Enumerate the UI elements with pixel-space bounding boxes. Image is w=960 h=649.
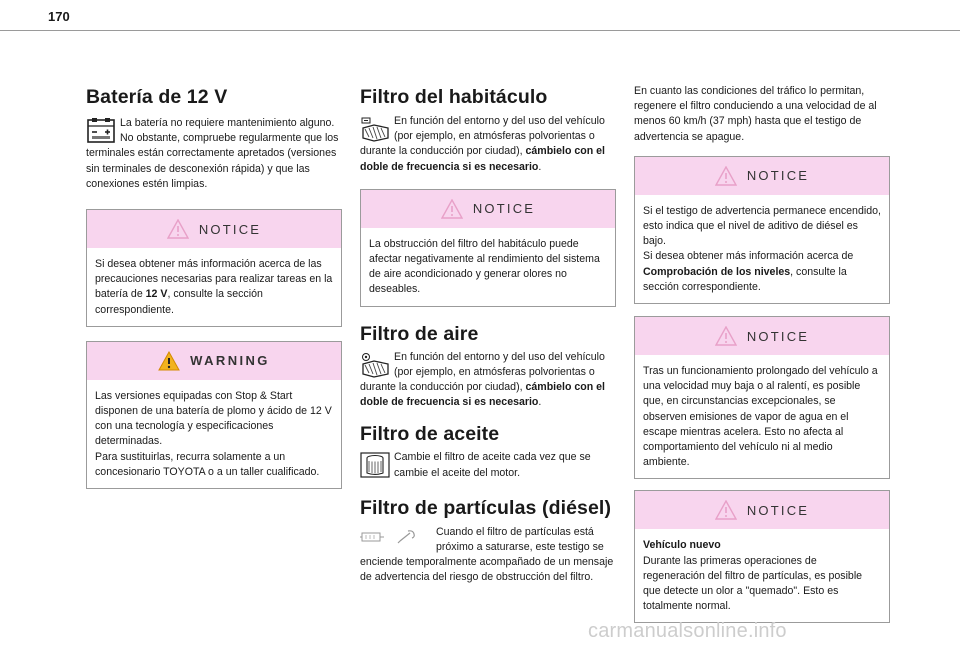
cabin-filter-notice-text: La obstrucción del filtro del habitáculo puede afectar negativamente al rendimiento del sistema de aire acondicionado y generar olores no deseables. (369, 237, 600, 296)
warning-header (87, 342, 341, 380)
battery-text: La batería no requiere mantenimiento alguno. No obstante, compruebe regularmente que los terminales están correctamente apretados (versiones sin terminales de desconexión rápida) y que las conexiones estén limpias. (86, 117, 339, 190)
notice-label: NOTICE (746, 168, 810, 184)
column-1 (86, 86, 342, 489)
battery-warning-text-1: Las versiones equipadas con Stop & Start disponen de una batería de plomo y ácido de 12 V con una tecnología y especificaciones determinadas. (95, 389, 332, 448)
additive-notice-text-2: Si desea obtener más información acerca de Comprobación de los niveles, consulte la sección correspondiente. (643, 250, 854, 293)
caution-triangle-icon (441, 199, 463, 219)
air-filter-icon (360, 352, 390, 378)
notice-header (635, 491, 889, 529)
battery-notice-box (86, 209, 342, 327)
oil-filter-heading: Filtro de aceite (360, 423, 500, 446)
oil-filter-text: Cambie el filtro de aceite cada vez que se cambie el aceite del motor. (394, 451, 591, 479)
notice-header (635, 317, 889, 355)
notice-label: NOTICE (746, 328, 810, 344)
column-3 (634, 84, 890, 623)
regeneration-intro-text: En cuanto las condiciones del tráfico lo permitan, regenere el filtro conduciendo a una velocidad de al menos 60 km/h (37 mph) hasta que el testigo de advertencia se apague. (634, 85, 877, 143)
particle-filter-text: Cuando el filtro de partículas está próximo a saturarse, este testigo se enciende temporalmente acompañado de un mensaje de advertencia del riesgo de obstrucción del filtro. (360, 525, 614, 584)
vapour-notice-text: Tras un funcionamiento prolongado del vehículo a una velocidad muy baja o al ralentí, es posible que, en circunstancias excepcionales, se observen emisiones de vapor de agua en el escape mientras acelera. Esto no afecta al comportamiento del vehículo ni al medio ambiente. (643, 365, 878, 469)
header-divider (0, 30, 960, 31)
caution-triangle-icon (715, 166, 737, 186)
vapour-notice-box (634, 316, 890, 479)
additive-notice-box (634, 156, 890, 304)
page-number: 170 (48, 9, 70, 24)
notice-label: NOTICE (198, 221, 262, 237)
new-vehicle-heading: Vehículo nuevo (643, 539, 721, 552)
notice-label: NOTICE (746, 502, 810, 518)
oil-filter-icon (360, 452, 390, 478)
particle-filter-heading: Filtro de partículas (diésel) (360, 496, 612, 519)
cabin-filter-text: En función del entorno y del uso del vehículo (por ejemplo, en atmósferas polvorientas o durante la conducción por ciudad), cámbielo con el doble de frecuencia si es necesario. (360, 115, 605, 173)
notice-label: NOTICE (472, 201, 536, 217)
cabin-filter-icon (360, 116, 390, 142)
caution-triangle-icon (715, 326, 737, 346)
caution-triangle-icon (167, 219, 189, 239)
notice-header (361, 190, 615, 228)
car-battery-icon (86, 118, 116, 144)
battery-warning-text-2: Para sustituirlas, recurra solamente a un concesionario TOYOTA o a un taller cualificado. (95, 450, 320, 478)
notice-header (635, 157, 889, 195)
warning-label: WARNING (190, 353, 270, 369)
cabin-filter-heading: Filtro del habitáculo (360, 86, 548, 108)
particle-filter-warning-icon (360, 529, 428, 545)
new-vehicle-notice-text: Durante las primeras operaciones de regeneración del filtro de partículas, es posible que detecte un olor a "quemado". Esto es totalmente normal. (643, 554, 863, 613)
new-vehicle-notice-box (634, 490, 890, 623)
battery-notice-text: Si desea obtener más información acerca de las precauciones necesarias para realizar tareas en la batería de 12 V, consulte la sección correspondiente. (95, 258, 333, 316)
additive-notice-text-1: Si el testigo de advertencia permanece encendido, esto indica que el nivel de aditivo de diésel es bajo. (643, 204, 881, 248)
cabin-filter-notice-box (360, 189, 616, 307)
air-filter-heading: Filtro de aire (360, 322, 479, 345)
caution-triangle-icon (715, 500, 737, 520)
battery-heading: Batería de 12 V (86, 86, 228, 108)
warning-triangle-icon (158, 351, 180, 371)
air-filter-text: En función del entorno y del uso del vehículo (por ejemplo, en atmósferas polvorientas o durante la conducción por ciudad), cámbielo con el doble de frecuencia si es necesario. (360, 350, 605, 409)
notice-header (87, 210, 341, 248)
battery-warning-box (86, 341, 342, 489)
column-2 (360, 86, 616, 586)
watermark: carmanualsonline.info (588, 620, 787, 642)
